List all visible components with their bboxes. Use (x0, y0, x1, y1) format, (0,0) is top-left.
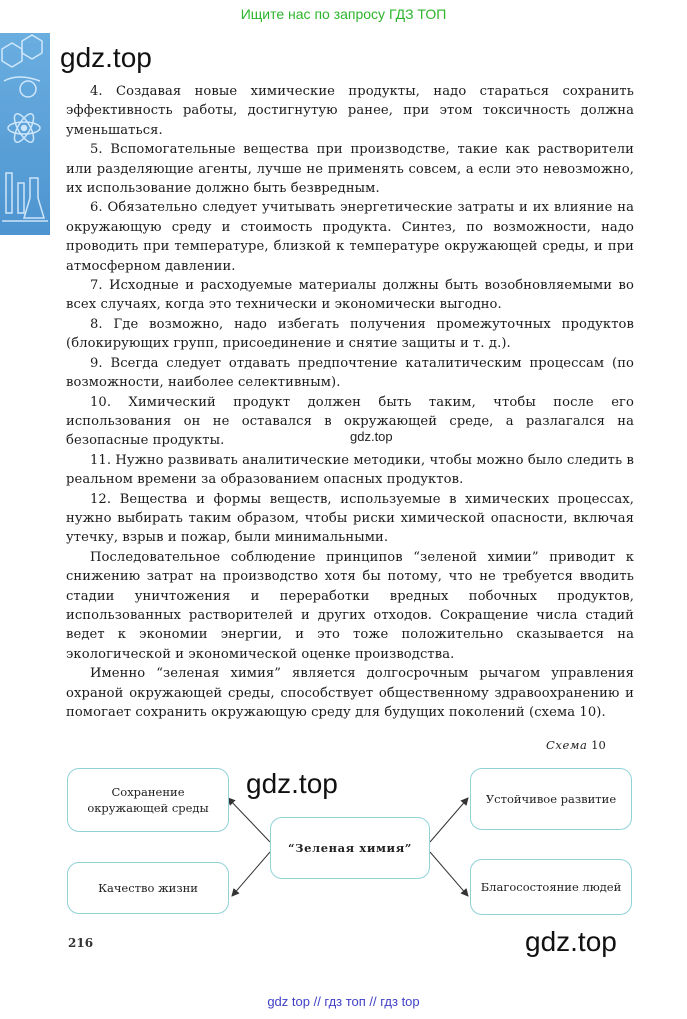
footer-links[interactable]: gdz top // гдз топ // гдз top (267, 994, 420, 1009)
conclusion-paragraph-2: Именно “зеленая химия” является долгосрочным рычагом управления охраной окружающей среды, способствует общественному здравоохранению и помогает сохранить окружающую среду для будущих поколений (схема 10). (66, 666, 634, 720)
watermark-bottom: gdz.top (525, 926, 617, 957)
principle-7: 7. Исходные и расходуемые материалы должны быть возобновляемыми во всех случаях, когда это технически и экономически выгодно. (66, 278, 634, 313)
principle-5: 5. Вспомогательные вещества при производстве, такие как растворители или разделяющие агенты, лучше не применять совсем, а если это невозможно, их использование должно быть безвредным. (66, 142, 634, 197)
scheme-box-center: “Зеленая химия” (270, 817, 430, 879)
arrow-to-top-right (430, 798, 468, 842)
main-text (66, 82, 634, 722)
watermark-scheme: gdz.top (246, 768, 338, 799)
scheme-box-top-right: Устойчивое развитие (470, 768, 632, 830)
scheme-box-bottom-left: Качество жизни (67, 862, 229, 914)
chemistry-icons (0, 33, 50, 235)
chemistry-decoration-strip (0, 33, 50, 235)
scheme-label-number: 10 (591, 738, 606, 752)
scheme-box-top-left: Сохранение окружающей среды (67, 768, 229, 832)
conclusion-paragraph-1: Последовательное соблюдение принципов “зеленой химии” приводит к снижению затрат на производство хотя бы потому, что не требуется вводить стадии уничтожения и переработки вредных побочных продуктов, использованных растворителей и других отходов. Сокращение числа стадий ведет к экономии энергии, и это тоже положительно сказывается на экологической и экономической оценке производства. (66, 549, 634, 662)
arrow-to-top-left (228, 798, 270, 842)
principle-6: 6. Обязательно следует учитывать энергетические затраты и их влияние на окружающую среду и стоимость продукта. Синтез, по возможности, надо проводить при температуре, близкой к температуре окружающей среды, и при атмосферном давлении. (66, 200, 634, 274)
arrow-to-bottom-right (430, 852, 468, 896)
site-logo[interactable]: gdz.top (60, 42, 152, 73)
principle-8: 8. Где возможно, надо избегать получения промежуточных продуктов (блокирующих групп, присоединение и снятие защиты и т. д.). (66, 316, 634, 352)
scheme-label (546, 738, 606, 752)
top-banner[interactable]: Ищите нас по запросу ГДЗ ТОП (240, 6, 447, 22)
principle-9: 9. Всегда следует отдавать предпочтение каталитическим процессам (по возможности, наиболее селективным). (66, 355, 634, 391)
scheme-label-word: Схема (546, 738, 588, 752)
principle-4: 4. Создавая новые химические продукты, надо стараться сохранить эффективность работы, достигнутую ранее, при этом токсичность должна уменьшаться. (66, 84, 634, 138)
arrow-to-bottom-left (232, 852, 270, 896)
watermark-mid: gdz.top (350, 429, 393, 444)
principle-11: 11. Нужно развивать аналитические методики, чтобы можно было следить в реальном времени за образованием опасных продуктов. (66, 452, 634, 488)
page-number: 216 (68, 936, 94, 950)
scheme-box-bottom-right: Благосостояние людей (470, 859, 632, 915)
principle-10: 10. Химический продукт должен быть таким, чтобы после его использования он не оставался в окружающей среде, а разлагался на безопасные продукты. (66, 394, 634, 449)
principle-12: 12. Вещества и формы веществ, используемые в химических процессах, нужно выбирать таким образом, чтобы риски химической опасности, включая утечку, взрыв и пожар, были минимальными. (66, 491, 634, 546)
